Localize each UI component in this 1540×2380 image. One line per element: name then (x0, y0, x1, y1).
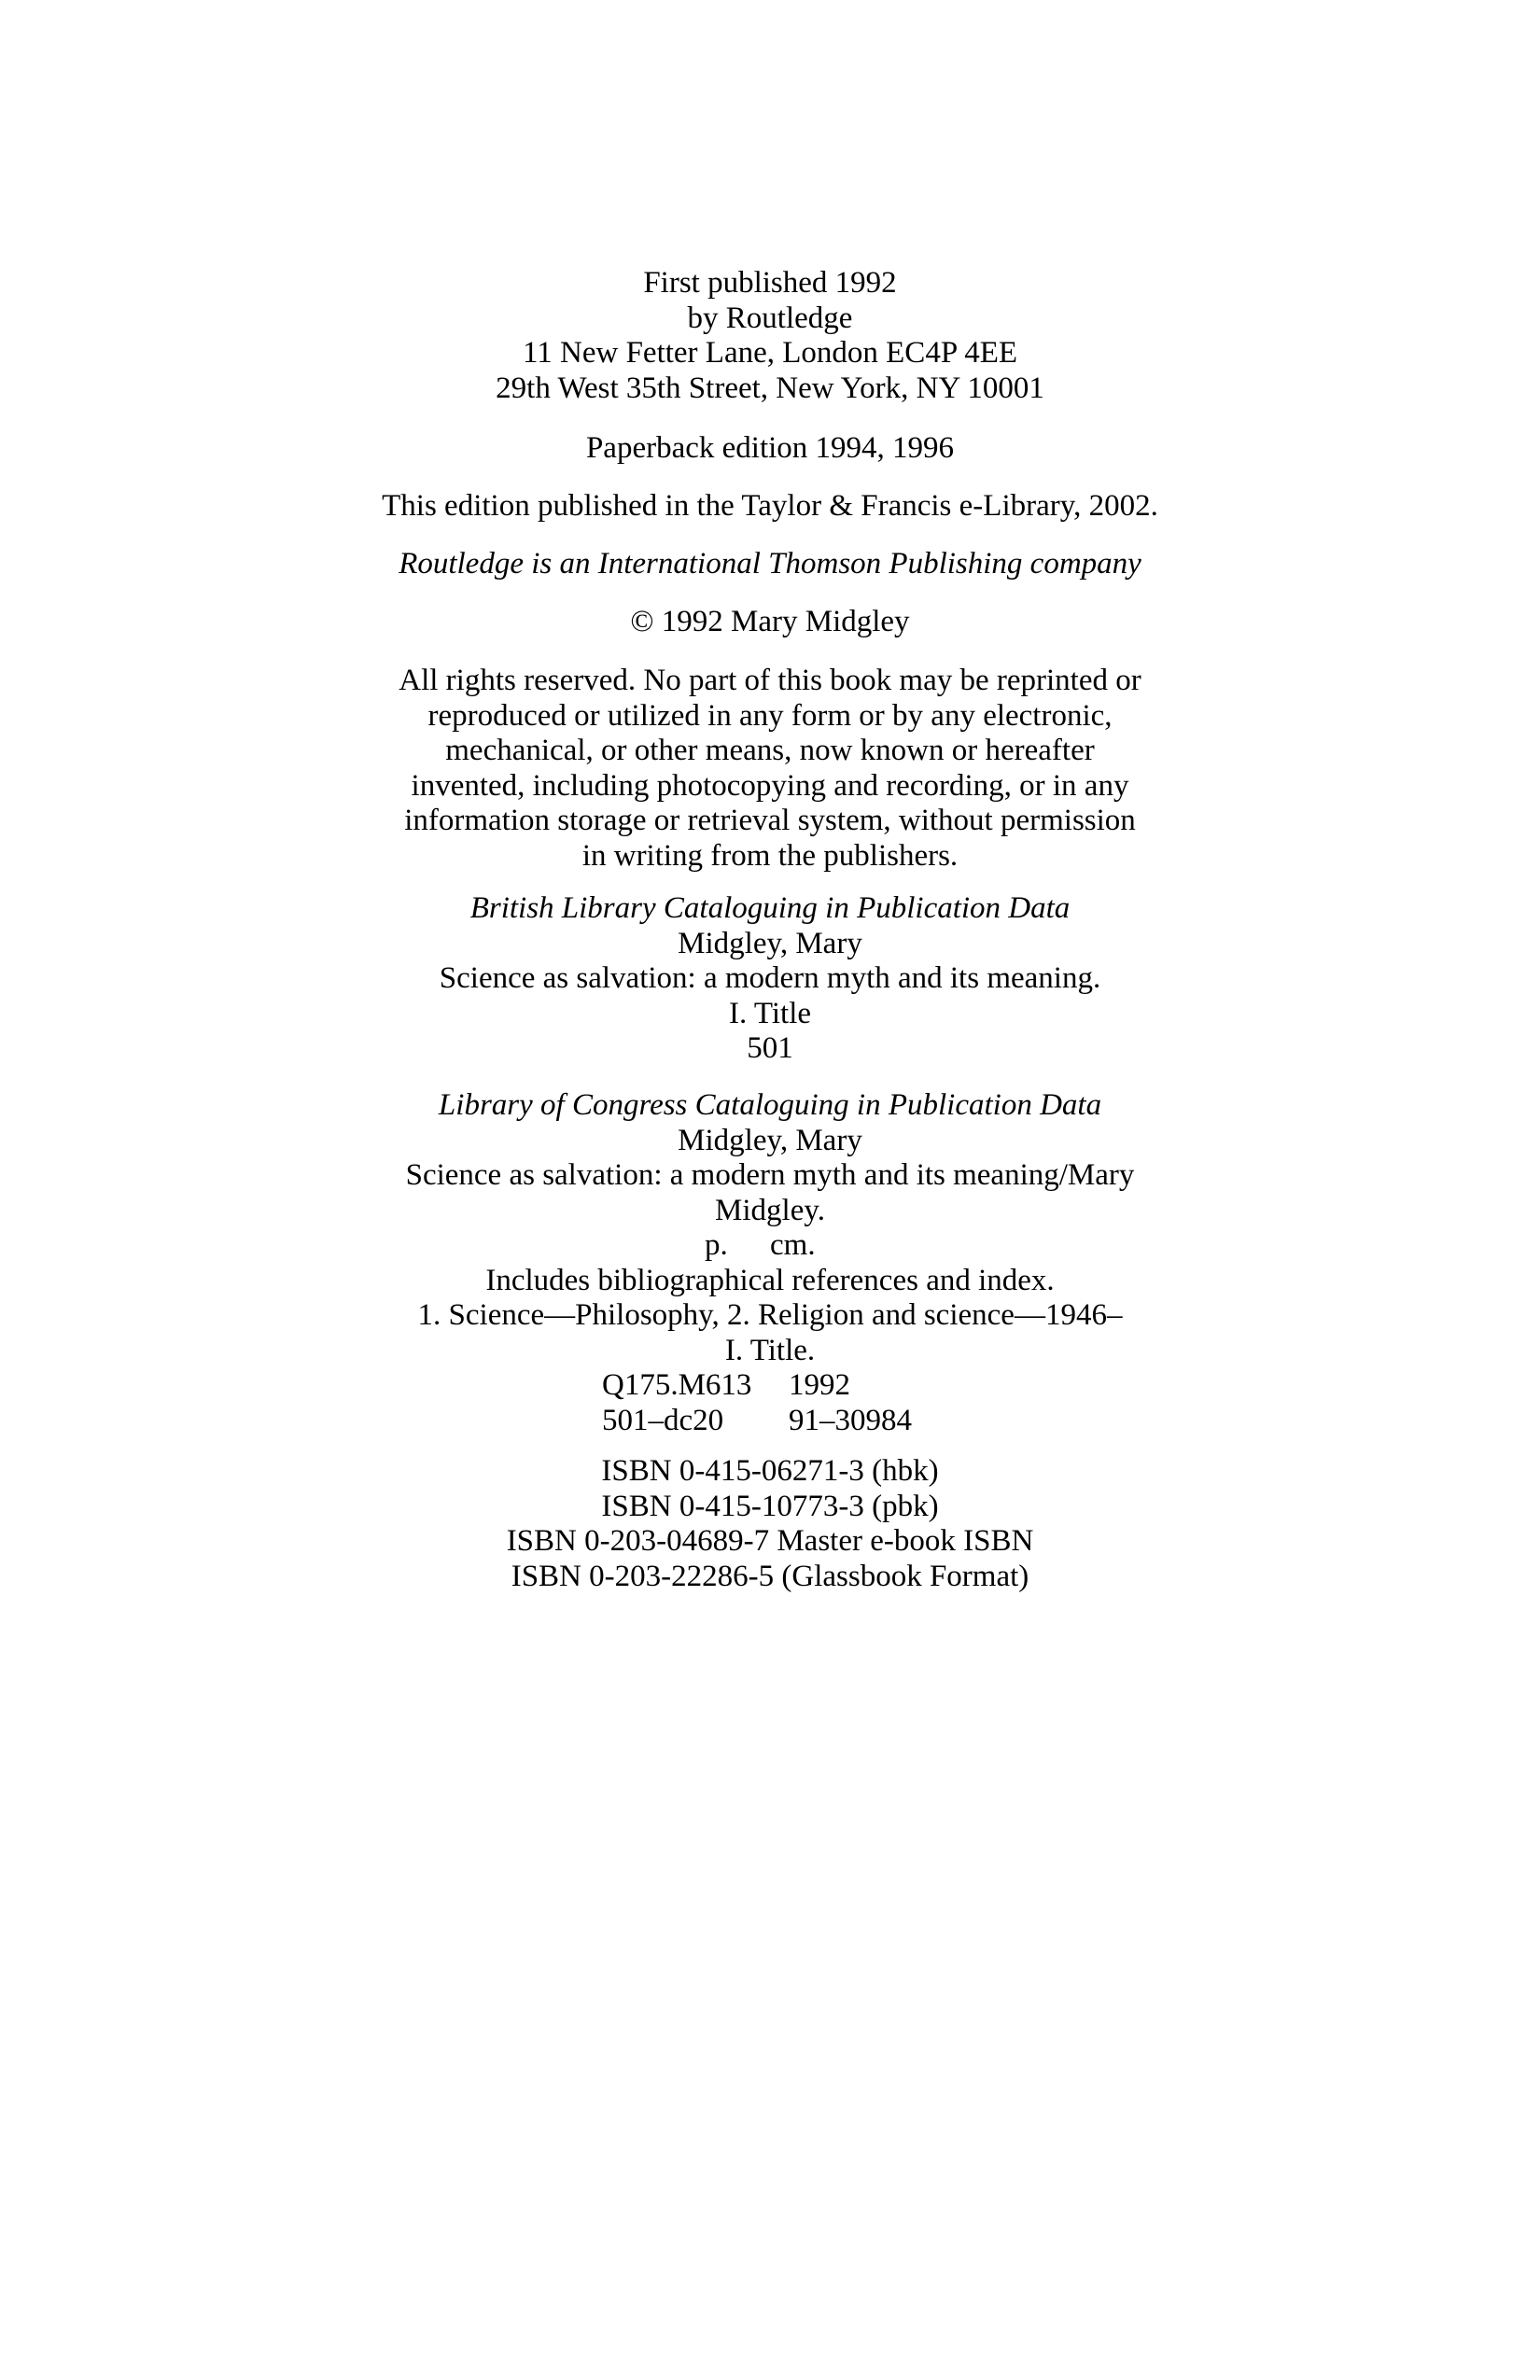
rights-line: mechanical, or other means, now known or hereafter (445, 734, 1095, 767)
rights-line: in writing from the publishers. (581, 838, 959, 873)
loc-dewey-row (233, 1404, 1307, 1439)
loc-title-entry: I. Title. (724, 1333, 816, 1367)
publisher-address-london: 11 New Fetter Lane, London EC4P 4EE (522, 336, 1018, 370)
loc-lccn: 91–30984 (789, 1403, 912, 1437)
ebook-edition (233, 489, 1307, 525)
loc-includes: Includes bibliographical references and index. (485, 1263, 1055, 1297)
loc-call-number-row (233, 1368, 1307, 1404)
isbn-list (233, 1454, 1307, 1594)
rights-statement (233, 664, 1307, 874)
paperback-edition-text: Paperback edition 1994, 1996 (585, 431, 955, 465)
british-library-author: Midgley, Mary (678, 926, 862, 960)
copyright-notice (233, 605, 1307, 640)
copyright-text: © 1992 Mary Midgley (630, 605, 910, 638)
loc-author: Midgley, Mary (678, 1123, 862, 1157)
first-published: First published 1992 (643, 266, 897, 300)
british-library-heading: British Library Cataloguing in Publication Data (469, 891, 1071, 925)
loc-pcm-cm: cm. (770, 1228, 816, 1262)
loc-title-line1: Science as salvation: a modern myth and its meaning/Mary (405, 1158, 1135, 1192)
library-of-congress-cip (233, 1088, 1307, 1438)
british-library-cip (233, 891, 1307, 1067)
isbn-line: ISBN 0-415-06271-3 (hbk) (601, 1454, 939, 1488)
company-note (233, 547, 1307, 582)
rights-line: invented, including photocopying and recording, or in any (411, 768, 1129, 803)
loc-pcm (233, 1228, 1307, 1264)
loc-call-year: 1992 (789, 1368, 850, 1402)
company-note-text: Routledge is an International Thomson Publishing company (399, 547, 1141, 581)
rights-line: All rights reserved. No part of this book may be reprinted or (399, 664, 1141, 697)
isbn-line: ISBN 0-203-22286-5 (Glassbook Format) (511, 1559, 1029, 1593)
ebook-edition-text: This edition published in the Taylor & Francis e-Library, 2002. (382, 489, 1158, 523)
isbn-line: ISBN 0-203-04689-7 Master e-book ISBN (506, 1524, 1034, 1558)
british-library-class: 501 (747, 1031, 793, 1065)
loc-subjects: 1. Science—Philosophy, 2. Religion and science—1946– (417, 1298, 1123, 1332)
rights-line: reproduced or utilized in any form or by any electronic, (427, 698, 1113, 733)
loc-pcm-p: p. (705, 1228, 728, 1262)
british-library-title: Science as salvation: a modern myth and its meaning. (439, 961, 1101, 995)
loc-title-line2: Midgley. (715, 1193, 825, 1227)
british-library-subject: I. Title (728, 996, 812, 1030)
publisher-block (233, 266, 1307, 406)
publisher-address-newyork: 29th West 35th Street, New York, NY 10001 (496, 371, 1044, 405)
isbn-line: ISBN 0-415-10773-3 (pbk) (601, 1489, 939, 1523)
rights-line: information storage or retrieval system, without permission (404, 804, 1136, 837)
loc-dewey: 501–dc20 (602, 1403, 724, 1437)
loc-call-number: Q175.M613 (602, 1368, 752, 1402)
paperback-edition (233, 431, 1307, 467)
publisher-name: by Routledge (687, 301, 853, 335)
loc-heading: Library of Congress Cataloguing in Publication Data (438, 1088, 1102, 1122)
